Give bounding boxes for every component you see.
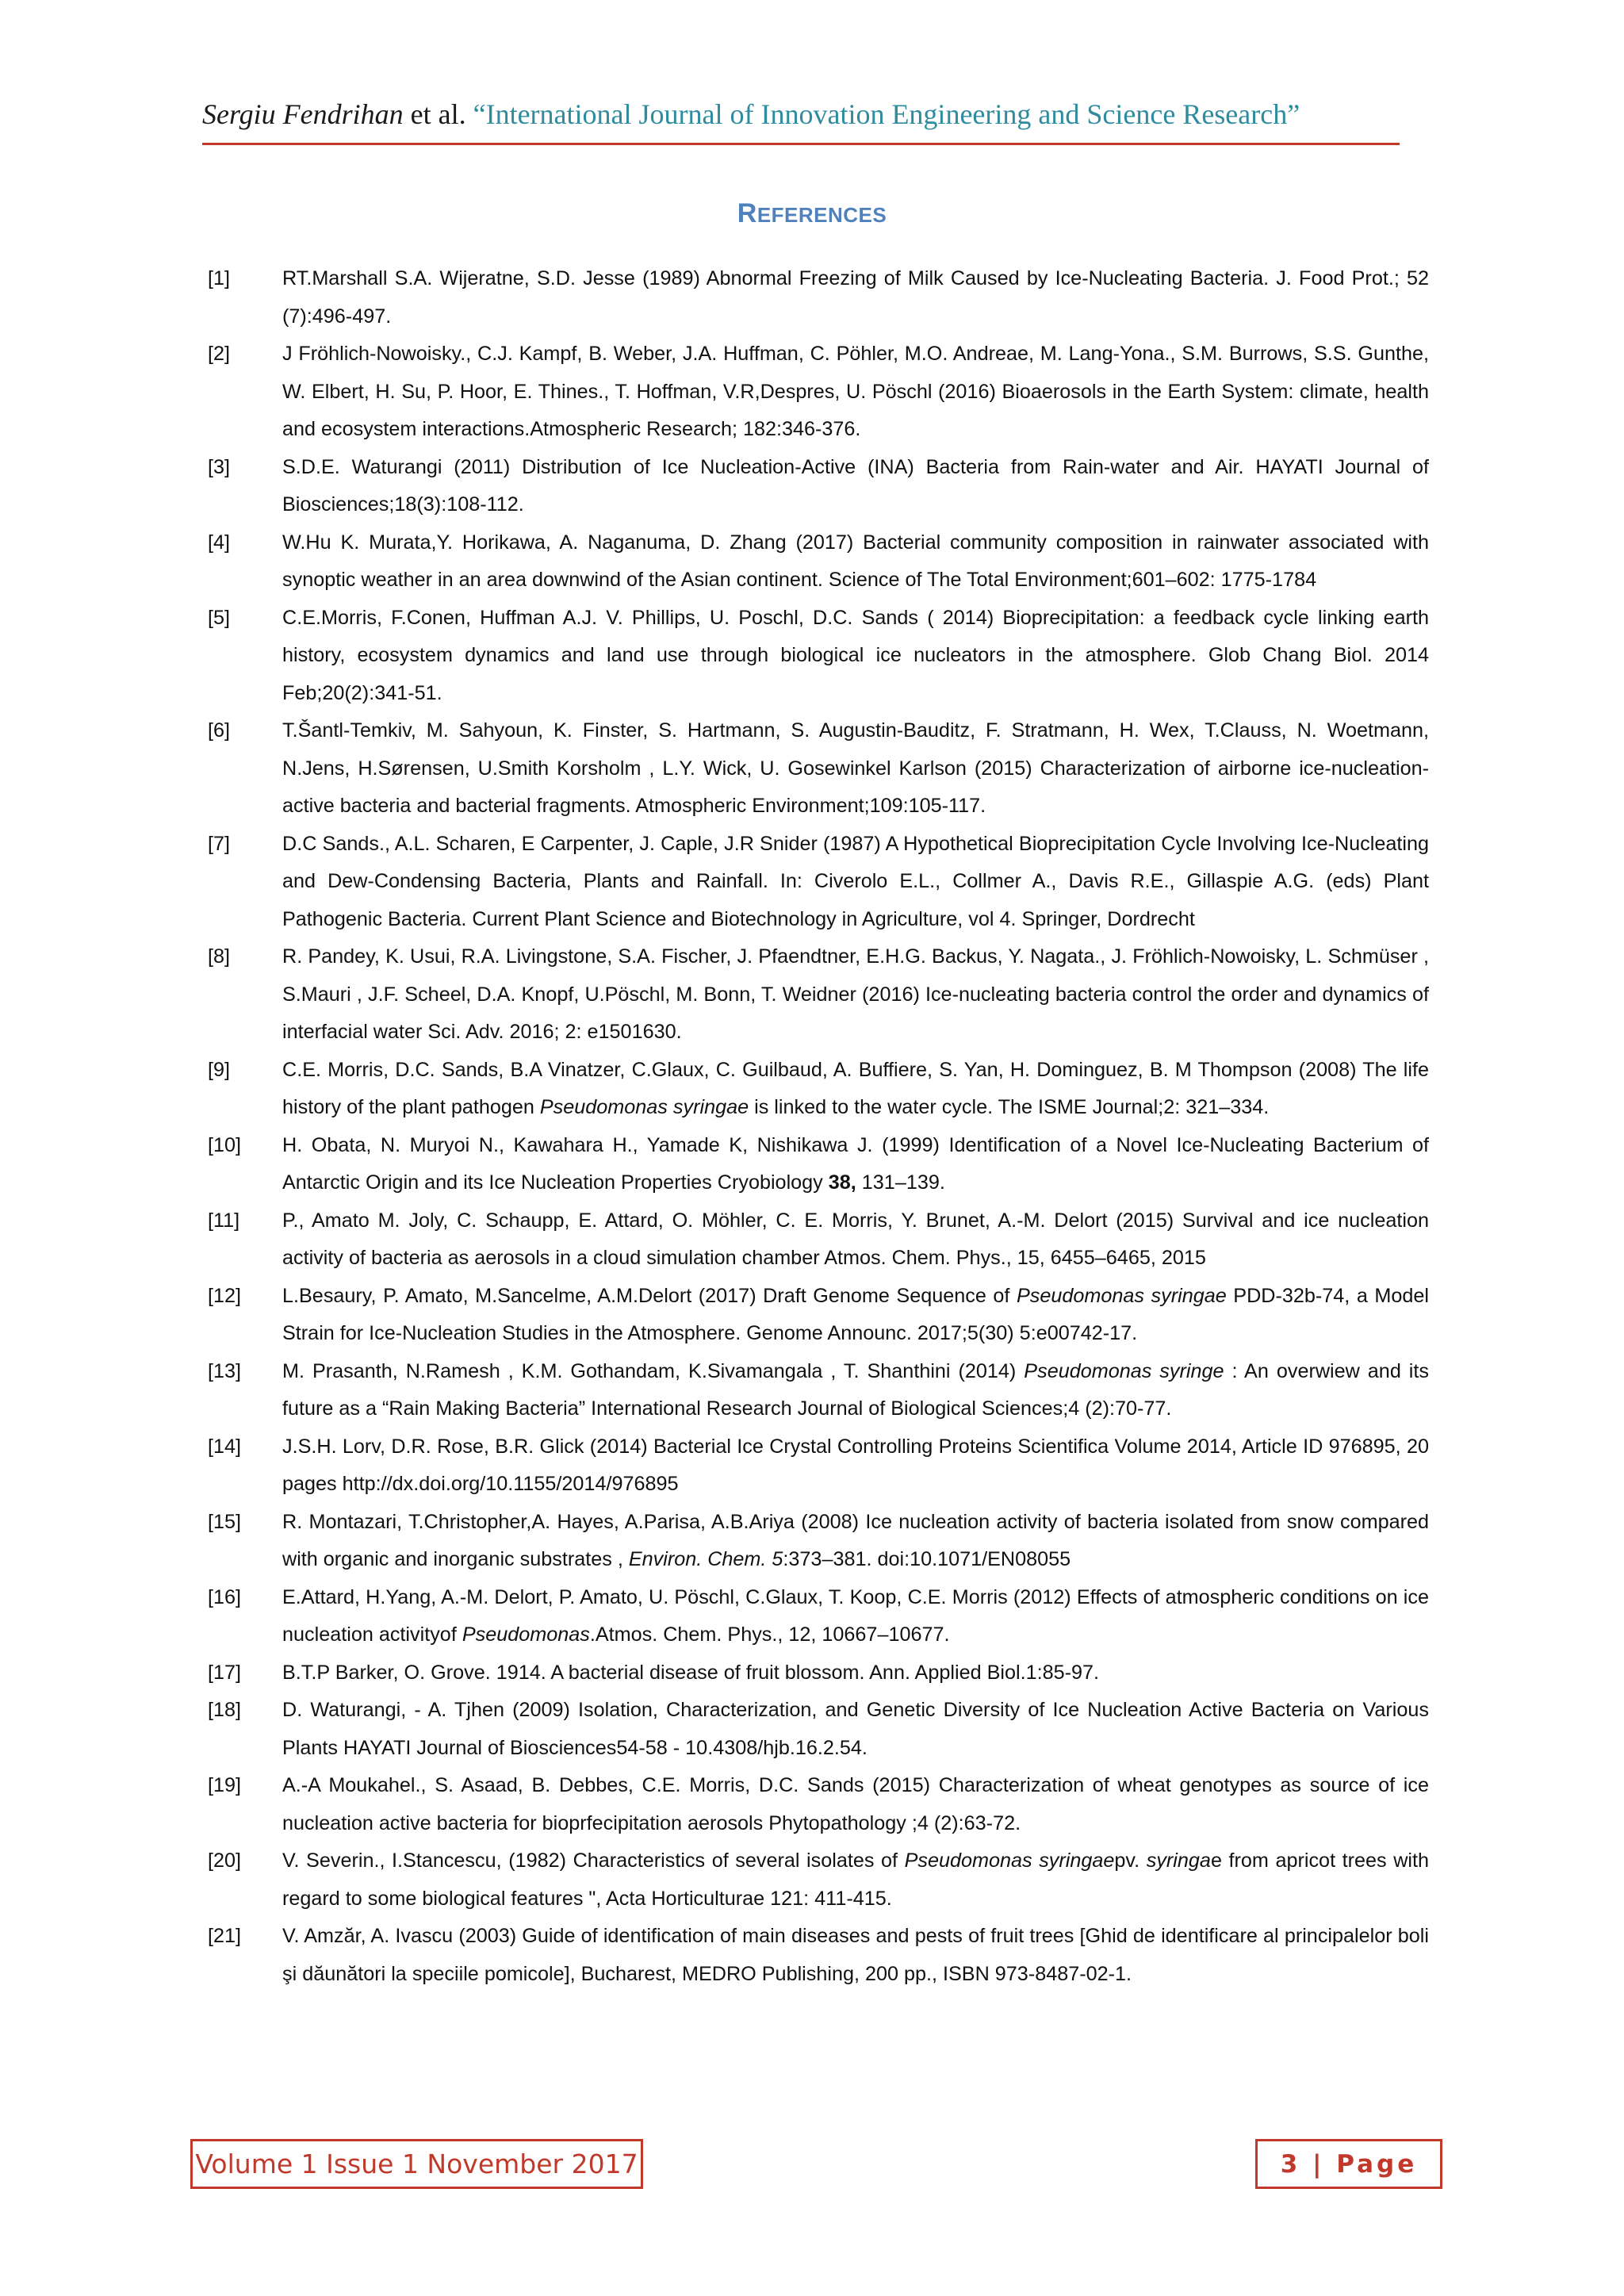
reference-item: [208, 335, 1429, 449]
reference-text-segment: Pseudomonas: [462, 1623, 590, 1646]
reference-item: [208, 449, 1429, 524]
reference-text: S.D.E. Waturangi (2011) Distribution of Ice Nucleation-Active (INA) Bacteria from Rain-water and Air. HAYATI Journal of Biosciences;18(3):108-112.: [282, 455, 1429, 516]
reference-text-segment: Pseudomonas syringe: [1024, 1359, 1224, 1382]
references-heading: [0, 198, 1624, 229]
reference-number: [7]: [208, 832, 231, 855]
reference-number: [17]: [208, 1661, 242, 1684]
reference-text-segment: E.Attard, H.Yang, A.-M. Delort, P. Amato, U. Pöschl, C.Glaux, T. Koop, C.E. Morris (2012) Effects of atmospheric conditions on ice nucleation activityof: [282, 1585, 1429, 1646]
reference-text-segment: Pseudomonas syringae: [1016, 1284, 1227, 1307]
reference-item: [208, 600, 1429, 713]
reference-item: [208, 1842, 1429, 1918]
reference-number: [14]: [208, 1435, 242, 1458]
header-etal: et al.: [403, 98, 473, 130]
reference-item: [208, 826, 1429, 939]
reference-text-segment: .Atmos. Chem. Phys., 12, 10667–10677.: [589, 1623, 950, 1646]
reference-text: [282, 1127, 1429, 1202]
reference-text: D.C Sands., A.L. Scharen, E Carpenter, J. Caple, J.R Snider (1987) A Hypothetical Bioprecipitation Cycle Involving Ice-Nucleating and Dew-Condensing Bacteria, Plants and Rainfall. In: Civerolo E.L., Collmer A., Davis R.E., Gillaspie A.G. (eds) Plant Pathogenic Bacteria. Current Plant Science and Biotechnology in Agriculture, vol 4. Springer, Dordrecht: [282, 832, 1429, 930]
footer-page-separator: |: [1300, 2149, 1337, 2179]
reference-item: [208, 1428, 1429, 1504]
footer-page-box: [1255, 2139, 1442, 2189]
reference-number: [5]: [208, 606, 231, 629]
reference-number: [16]: [208, 1585, 242, 1608]
header-journal-title: “International Journal of Innovation Engineering and Science Research”: [473, 98, 1300, 130]
reference-text-segment: H. Obata, N. Muryoi N., Kawahara H., Yamade K, Nishikawa J. (1999) Identification of a Novel Ice-Nucleating Bacterium of Antarctic Origin and its Ice Nucleation Properties Cryobiology: [282, 1133, 1429, 1194]
reference-item: [208, 1504, 1429, 1579]
reference-item: [208, 1202, 1429, 1278]
references-heading-initial: R: [737, 198, 757, 228]
reference-text-segment: M. Prasanth, N.Ramesh , K.M. Gothandam, K.Sivamangala , T. Shanthini (2014): [282, 1359, 1025, 1382]
reference-item: [208, 1579, 1429, 1654]
footer-volume-box: [190, 2139, 643, 2189]
reference-text: C.E.Morris, F.Conen, Huffman A.J. V. Phillips, U. Poschl, D.C. Sands ( 2014) Bioprecipitation: a feedback cycle linking earth history, ecosystem dynamics and land use through biological ice nucleators in the atmosphere. Glob Chang Biol. 2014 Feb;20(2):341-51.: [282, 606, 1429, 704]
reference-text: D. Waturangi, - A. Tjhen (2009) Isolation, Characterization, and Genetic Diversity of Ice Nucleation Active Bacteria on Various Plants HAYATI Journal of Biosciences54-58 - 10.4308/hjb.16.2.54.: [282, 1699, 1429, 1759]
reference-text: RT.Marshall S.A. Wijeratne, S.D. Jesse (1989) Abnormal Freezing of Milk Caused by Ice-Nucleating Bacteria. J. Food Prot.; 52 (7):496-497.: [282, 267, 1429, 328]
reference-text-segment: syringa: [1146, 1849, 1211, 1872]
reference-number: [1]: [208, 267, 231, 289]
reference-number: [12]: [208, 1284, 242, 1307]
reference-text-segment: e from apricot trees with regard to some biological features ", Acta Horticulturae 121: 411-415.: [282, 1849, 1429, 1910]
reference-item: [208, 1692, 1429, 1767]
reference-number: [21]: [208, 1925, 242, 1947]
reference-number: [2]: [208, 343, 231, 365]
reference-text: [282, 1579, 1429, 1654]
reference-text-segment: R. Montazari, T.Christopher,A. Hayes, A.Parisa, A.B.Ariya (2008) Ice nucleation activity of bacteria isolated from snow compared with organic and inorganic substrates ,: [282, 1510, 1429, 1570]
reference-text-segment: V. Severin., I.Stancescu, (1982) Characteristics of several isolates of: [282, 1849, 905, 1872]
reference-text-segment: PDD-32b-74, a Model Strain for Ice-Nucleation Studies in the Atmosphere. Genome Announc. 2017;5(30) 5:e00742-17.: [282, 1284, 1429, 1344]
reference-number: [4]: [208, 531, 231, 554]
reference-number: [11]: [208, 1209, 240, 1232]
reference-text: W.Hu K. Murata,Y. Horikawa, A. Naganuma, D. Zhang (2017) Bacterial community composition in rainwater associated with synoptic weather in an area downwind of the Asian continent. Science of The Total Environment;601–602: 1775-1784: [282, 531, 1429, 591]
reference-number: [15]: [208, 1510, 242, 1533]
header-author: Sergiu Fendrihan: [202, 98, 404, 130]
reference-text-segment: 38,: [828, 1171, 856, 1194]
reference-text: [282, 1504, 1429, 1579]
reference-text: A.-A Moukahel., S. Asaad, B. Debbes, C.E. Morris, D.C. Sands (2015) Characterization of wheat genotypes as source of ice nucleation active bacteria for bioprfecipitation aerosols Phytopathology ;4 (2):63-72.: [282, 1774, 1429, 1834]
references-heading-rest: EFERENCES: [756, 203, 887, 227]
reference-text-segment: L.Besaury, P. Amato, M.Sancelme, A.M.Delort (2017) Draft Genome Sequence of: [282, 1284, 1017, 1307]
reference-item: [208, 1353, 1429, 1428]
reference-item: [208, 1052, 1429, 1127]
reference-text: [282, 1278, 1429, 1353]
reference-number: [3]: [208, 455, 231, 478]
reference-number: [8]: [208, 945, 231, 968]
reference-number: [9]: [208, 1058, 231, 1081]
reference-text-segment: :373–381. doi:10.1071/EN08055: [783, 1548, 1071, 1570]
reference-item: [208, 938, 1429, 1052]
reference-text: J.S.H. Lorv, D.R. Rose, B.R. Glick (2014) Bacterial Ice Crystal Controlling Proteins Scientifica Volume 2014, Article ID 976895, 20 pages http://dx.doi.org/10.1155/2014/976895: [282, 1435, 1429, 1495]
reference-text: [282, 1842, 1429, 1918]
running-header: [202, 94, 1400, 135]
reference-number: [18]: [208, 1699, 242, 1721]
reference-text: J Fröhlich-Nowoisky., C.J. Kampf, B. Weber, J.A. Huffman, C. Pöhler, M.O. Andreae, M. Lang-Yona., S.M. Burrows, S.S. Gunthe, W. Elbert, H. Su, P. Hoor, E. Thines., T. Hoffman, V.R,Despres, U. Pöschl (2016) Bioaerosols in the Earth System: climate, health and ecosystem interactions.Atmospheric Research; 182:346-376.: [282, 343, 1429, 440]
reference-number: [6]: [208, 719, 231, 742]
reference-text-segment: : An overwiew and its future as a “Rain Making Bacteria” International Research Journal of Biological Sciences;4 (2):70-77.: [282, 1359, 1429, 1420]
reference-number: [13]: [208, 1359, 242, 1382]
footer-volume: Volume 1 Issue 1 November 2017: [195, 2148, 638, 2179]
header-rule: [202, 143, 1400, 145]
reference-number: [10]: [208, 1133, 242, 1156]
reference-item: [208, 1654, 1429, 1692]
reference-item: [208, 1278, 1429, 1353]
reference-item: [208, 712, 1429, 826]
reference-text-segment: 131–139.: [856, 1171, 945, 1194]
reference-text-segment: is linked to the water cycle. The ISME Journal;2: 321–334.: [749, 1096, 1270, 1118]
reference-item: [208, 260, 1429, 335]
footer-page-number: 3: [1280, 2149, 1301, 2179]
footer-page-label: Page: [1336, 2149, 1418, 2179]
reference-list: [208, 260, 1429, 1993]
reference-text-segment: Pseudomonas syringae: [904, 1849, 1115, 1872]
reference-text: V. Amzăr, A. Ivascu (2003) Guide of identification of main diseases and pests of fruit trees [Ghid de identificare al principalelor boli şi dăunători la speciile pomicole], Bucharest, MEDRO Publishing, 200 pp., ISBN 973-8487-02-1.: [282, 1925, 1429, 1985]
reference-number: [19]: [208, 1774, 242, 1796]
reference-item: [208, 1127, 1429, 1202]
reference-item: [208, 1767, 1429, 1842]
reference-text-segment: pv.: [1114, 1849, 1147, 1872]
reference-text: T.Šantl-Temkiv, M. Sahyoun, K. Finster, S. Hartmann, S. Augustin-Bauditz, F. Stratmann, H. Wex, T.Clauss, N. Woetmann, N.Jens, H.Sørensen, U.Smith Korsholm , L.Y. Wick, U. Gosewinkel Karlson (2015) Characterization of airborne ice-nucleation-active bacteria and bacterial fragments. Atmospheric Environment;109:105-117.: [282, 719, 1429, 817]
reference-number: [20]: [208, 1849, 242, 1872]
reference-text-segment: Environ. Chem. 5: [628, 1548, 783, 1570]
reference-item: [208, 524, 1429, 600]
reference-text: [282, 1353, 1429, 1428]
reference-text: [282, 1052, 1429, 1127]
reference-item: [208, 1918, 1429, 1993]
reference-text: B.T.P Barker, O. Grove. 1914. A bacterial disease of fruit blossom. Ann. Applied Biol.1:85-97.: [282, 1661, 1100, 1684]
reference-text-segment: Pseudomonas syringae: [539, 1096, 749, 1118]
reference-text: P., Amato M. Joly, C. Schaupp, E. Attard, O. Möhler, C. E. Morris, Y. Brunet, A.-M. Delort (2015) Survival and ice nucleation activity of bacteria as aerosols in a cloud simulation chamber Atmos. Chem. Phys., 15, 6455–6465, 2015: [282, 1209, 1429, 1269]
reference-text-segment: C.E. Morris, D.C. Sands, B.A Vinatzer, C.Glaux, C. Guilbaud, A. Buffiere, S. Yan, H. Dominguez, B. M Thompson (2008) The life history of the plant pathogen: [282, 1058, 1429, 1118]
reference-text: R. Pandey, K. Usui, R.A. Livingstone, S.A. Fischer, J. Pfaendtner, E.H.G. Backus, Y. Nagata., J. Fröhlich-Nowoisky, L. Schmüser , S.Mauri , J.F. Scheel, D.A. Knopf, U.Pöschl, M. Bonn, T. Weidner (2016) Ice-nucleating bacteria control the order and dynamics of interfacial water Sci. Adv. 2016; 2: e1501630.: [282, 945, 1429, 1043]
